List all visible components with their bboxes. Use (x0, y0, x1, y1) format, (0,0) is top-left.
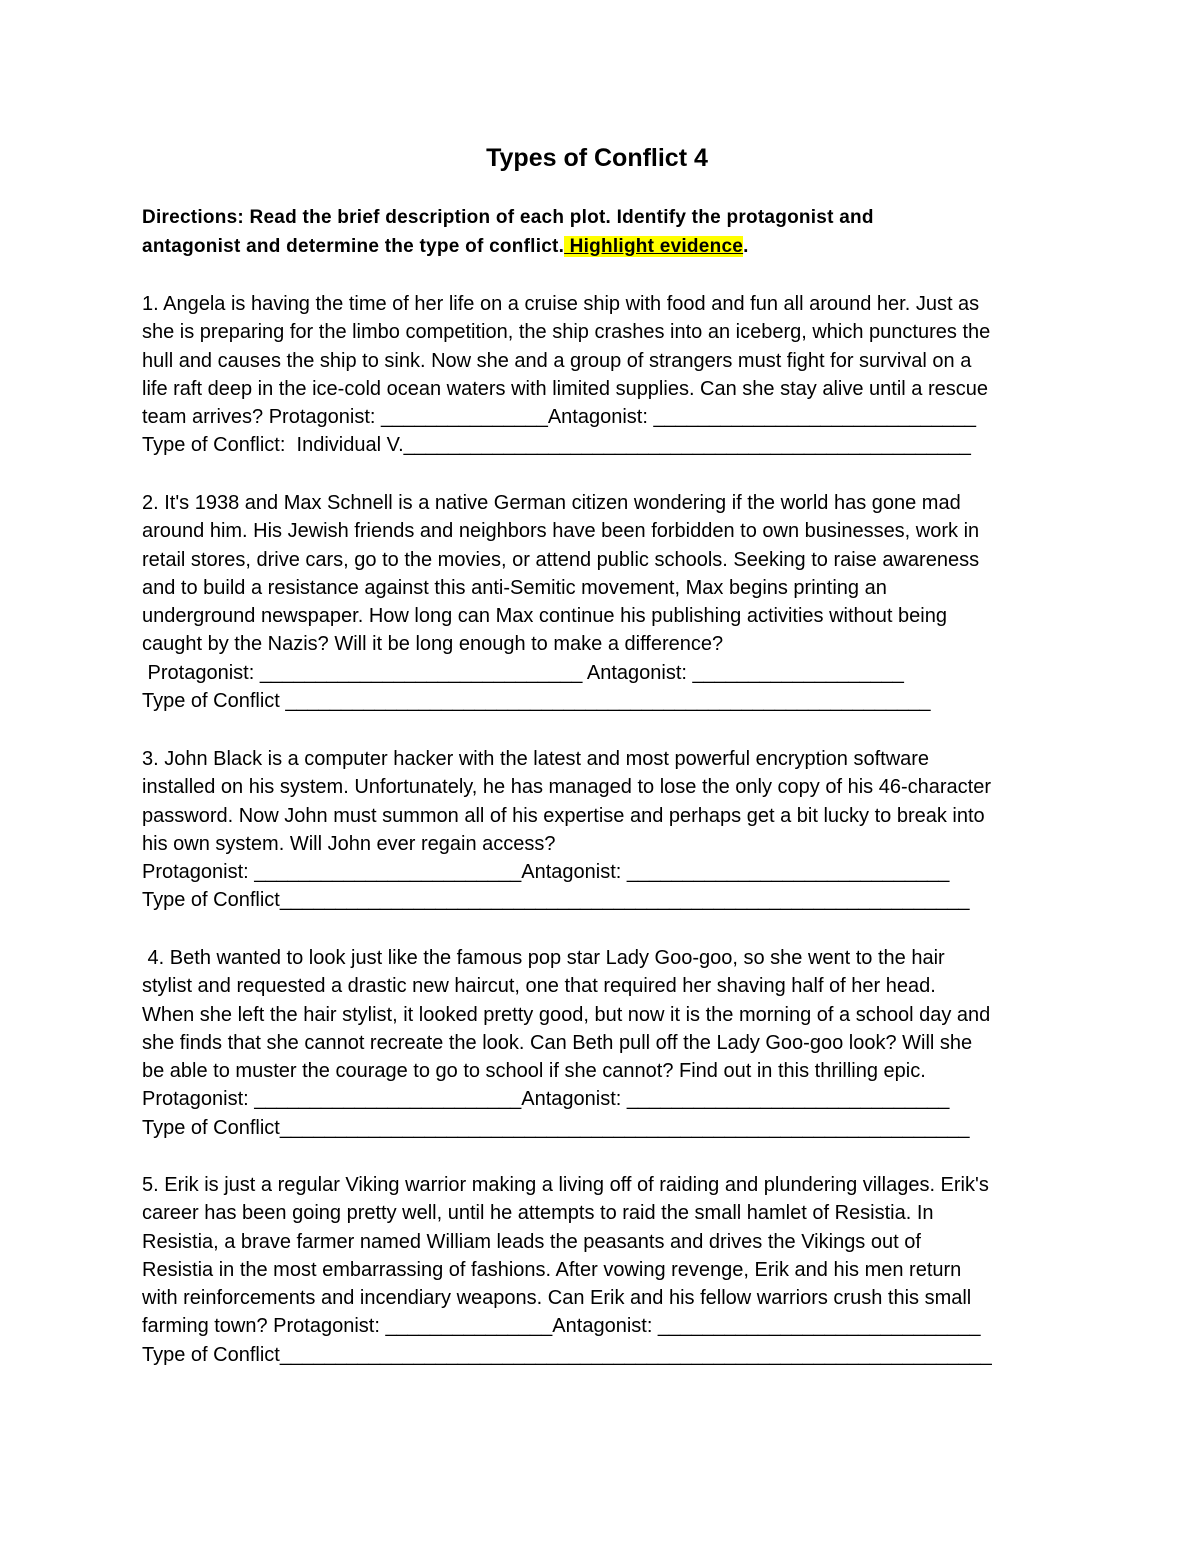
question-5-line: 5. Erik is just a regular Viking warrior making a living off of raiding and plundering villages. Erik's (142, 1174, 989, 1196)
question-2-line: underground newspaper. How long can Max continue his publishing activities without being (142, 605, 947, 628)
question-2-line: around him. His Jewish friends and neighbors have been forbidden to own businesses, work in (142, 520, 980, 543)
question-3 (142, 745, 1072, 915)
question-5-line: with reinforcements and incendiary weapons. Can Erik and his fellow warriors crush this small (142, 1287, 972, 1310)
question-5-line: career has been going pretty well, until he attempts to raid the small hamlet of Resistia. In (142, 1202, 934, 1225)
directions-line-1: Directions: Read the brief description of each plot. Identify the protagonist and (142, 207, 874, 228)
question-1-line: hull and causes the ship to sink. Now she and a group of strangers must fight for survival on a (142, 349, 972, 372)
question-3-answer-line: Protagonist: ________________________Antagonist: _____________________________ (142, 861, 950, 884)
question-1 (142, 290, 1072, 460)
question-5-line: Resistia, a brave farmer named William leads the peasants and drives the Vikings out of (142, 1230, 921, 1253)
page-title: Types of Conflict 4 (486, 144, 708, 172)
question-4-line: When she left the hair stylist, it looked pretty good, but now it is the morning of a school day and (142, 1003, 991, 1026)
question-2-line: and to build a resistance against this anti-Semitic movement, Max begins printing an (142, 576, 887, 599)
question-3-line: 3. John Black is a computer hacker with the latest and most powerful encryption software (142, 748, 930, 770)
question-3-line: installed on his system. Unfortunately, he has managed to lose the only copy of his 46-character (142, 776, 991, 799)
question-3-line: his own system. Will John ever regain access? (142, 832, 556, 855)
question-1-line: she is preparing for the limbo competition, the ship crashes into an iceberg, which punctures the (142, 321, 991, 344)
question-1-conflict-line: Type of Conflict: Individual V.___________________________________________________ (142, 434, 971, 457)
question-4-line: stylist and requested a drastic new haircut, one that required her shaving half of her head. (142, 975, 936, 998)
question-5-conflict-line: Type of Conflict________________________________________________________________ (142, 1343, 992, 1366)
question-5 (142, 1171, 1072, 1369)
directions-line-2-text: antagonist and determine the type of conflict. (142, 236, 565, 257)
directions-line-2 (142, 232, 1072, 261)
question-1-line: life raft deep in the ice-cold ocean waters with limited supplies. Can she stay alive until a rescue (142, 377, 988, 400)
question-4-line: be able to muster the courage to go to school if she cannot? Find out in this thrilling epic. (142, 1060, 926, 1083)
question-2-conflict-line: Type of Conflict __________________________________________________________ (142, 690, 931, 713)
directions (142, 203, 1072, 261)
question-2-answer-line: Protagonist: _____________________________ Antagonist: ___________________ (142, 661, 904, 684)
question-5-line: Resistia in the most embarrassing of fashions. After vowing revenge, Erik and his men return (142, 1258, 962, 1281)
question-4 (142, 944, 1072, 1142)
question-1-answer-line: team arrives? Protagonist: _______________Antagonist: _____________________________ (142, 406, 977, 429)
question-4-line: she finds that she cannot recreate the look. Can Beth pull off the Lady Goo-goo look? Will she (142, 1031, 973, 1054)
question-5-answer-line: farming town? Protagonist: _______________Antagonist: _____________________________ (142, 1315, 981, 1338)
question-4-line: 4. Beth wanted to look just like the famous pop star Lady Goo-goo, so she went to the hair (142, 947, 945, 969)
directions-period: . (743, 236, 749, 257)
question-2-line: 2. It's 1938 and Max Schnell is a native German citizen wondering if the world has gone mad (142, 492, 961, 514)
question-1-line: 1. Angela is having the time of her life on a cruise ship with food and fun all around her. Just as (142, 293, 980, 315)
highlight-evidence: Highlight evidence (564, 236, 744, 257)
question-4-answer-line: Protagonist: ________________________Antagonist: _____________________________ (142, 1088, 950, 1111)
question-4-conflict-line: Type of Conflict______________________________________________________________ (142, 1116, 970, 1139)
question-3-line: password. Now John must summon all of his expertise and perhaps get a bit lucky to break into (142, 804, 985, 827)
question-2 (142, 489, 1072, 715)
question-3-conflict-line: Type of Conflict______________________________________________________________ (142, 889, 970, 912)
question-2-line: retail stores, drive cars, go to the movies, or attend public schools. Seeking to raise awareness (142, 548, 980, 571)
question-2-line: caught by the Nazis? Will it be long enough to make a difference? (142, 633, 724, 656)
